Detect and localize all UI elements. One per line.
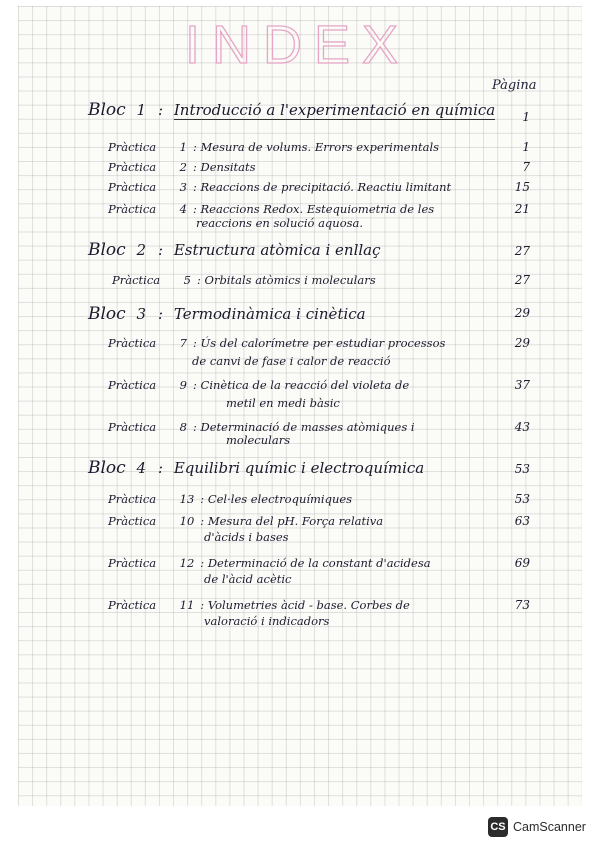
bloc-title: Termodinàmica i cinètica: [173, 305, 366, 323]
practica-number: 13: [179, 492, 195, 506]
bloc-1-heading: Bloc 1 : Introducció a l'experimentació en química: [88, 100, 496, 120]
practica-7-title-continued: de canvi de fase i calor de reacció: [192, 354, 391, 368]
page-column-header: Pàgina: [492, 78, 537, 93]
practica-title: Reaccions Redox. Estequiometria de les: [200, 202, 435, 216]
bloc-4-page: 53: [514, 462, 530, 476]
practica-number: 2: [179, 160, 187, 174]
practica-label: Pràctica: [108, 160, 157, 174]
practica-number: 5: [183, 273, 191, 287]
practica-label: Pràctica: [108, 514, 157, 528]
practica-1: Pràctica 1 : Mesura de volums. Errors experimentals: [108, 140, 440, 154]
practica-title: Reaccions de precipitació. Reactiu limitant: [200, 180, 452, 194]
practica-title: Mesura de volums. Errors experimentals: [200, 140, 440, 154]
bloc-2-heading: Bloc 2 : Estructura atòmica i enllaç: [88, 240, 381, 260]
camscanner-mark-icon: CS: [488, 817, 508, 837]
practica-12-page: 69: [514, 556, 530, 570]
bloc-3-heading: Bloc 3 : Termodinàmica i cinètica: [88, 304, 366, 324]
practica-10-page: 63: [514, 514, 530, 528]
bloc-1-page: 1: [522, 110, 530, 124]
practica-label: Pràctica: [108, 336, 157, 350]
practica-13-page: 53: [514, 492, 530, 506]
bloc-number: 2: [136, 241, 147, 259]
practica-7-page: 29: [514, 336, 530, 350]
practica-11-page: 73: [514, 598, 530, 612]
practica-4-page: 21: [514, 202, 530, 216]
practica-label: Pràctica: [108, 598, 157, 612]
practica-3: Pràctica 3 : Reaccions de precipitació. Reactiu limitant: [108, 180, 452, 194]
practica-2-page: 7: [522, 160, 530, 174]
practica-number: 10: [179, 514, 195, 528]
practica-10-title-continued: d'àcids i bases: [204, 530, 289, 544]
practica-title: Orbitals atòmics i moleculars: [204, 273, 376, 287]
practica-9: Pràctica 9 : Cinètica de la reacció del violeta de: [108, 378, 410, 392]
practica-title: Cel·les electroquímiques: [207, 492, 353, 506]
practica-8: Pràctica 8 : Determinació de masses atòmiques i: [108, 420, 415, 434]
practica-title: Mesura del pH. Força relativa: [207, 514, 384, 528]
practica-11-title-continued: valoració i indicadors: [204, 614, 330, 628]
practica-8-title-continued: moleculars: [226, 433, 291, 447]
practica-label: Pràctica: [108, 180, 157, 194]
practica-5-page: 27: [514, 273, 530, 287]
practica-title: Ús del calorímetre per estudiar processos: [200, 336, 446, 350]
camscanner-logo: [488, 817, 586, 837]
practica-label: Pràctica: [108, 202, 157, 216]
bloc-label: Bloc: [88, 240, 126, 260]
bloc-number: 3: [136, 305, 147, 323]
practica-label: Pràctica: [108, 420, 157, 434]
bloc-title: Equilibri químic i electroquímica: [173, 459, 425, 477]
practica-number: 8: [179, 420, 187, 434]
bloc-title: Introducció a l'experimentació en química: [173, 101, 496, 119]
practica-5: Pràctica 5 : Orbitals atòmics i moleculars: [112, 273, 376, 287]
page-title: INDEX: [185, 15, 411, 75]
bloc-number: 4: [136, 459, 147, 477]
practica-label: Pràctica: [108, 378, 157, 392]
practica-label: Pràctica: [108, 556, 157, 570]
practica-4-title-continued: reaccions en solució aquosa.: [196, 216, 364, 230]
bloc-label: Bloc: [88, 458, 126, 478]
practica-11: Pràctica 11 : Volumetries àcid - base. Corbes de: [108, 598, 410, 612]
practica-2: Pràctica 2 : Densitats: [108, 160, 256, 174]
bloc-title: Estructura atòmica i enllaç: [173, 241, 381, 259]
practica-number: 7: [179, 336, 187, 350]
practica-title: Determinació de masses atòmiques i: [200, 420, 415, 434]
bloc-number: 1: [136, 101, 147, 119]
practica-title: Densitats: [200, 160, 256, 174]
bloc-label: Bloc: [88, 304, 126, 324]
practica-1-page: 1: [522, 140, 530, 154]
practica-12-title-continued: de l'àcid acètic: [204, 572, 292, 586]
practica-number: 11: [179, 598, 195, 612]
practica-title: Volumetries àcid - base. Corbes de: [207, 598, 410, 612]
practica-label: Pràctica: [108, 492, 157, 506]
practica-number: 4: [179, 202, 187, 216]
practica-7: Pràctica 7 : Ús del calorímetre per estudiar processos: [108, 336, 446, 350]
practica-10: Pràctica 10 : Mesura del pH. Força relativa: [108, 514, 384, 528]
practica-label: Pràctica: [112, 273, 161, 287]
practica-number: 9: [179, 378, 187, 392]
practica-3-page: 15: [514, 180, 530, 194]
practica-number: 3: [179, 180, 187, 194]
practica-number: 1: [179, 140, 187, 154]
bloc-label: Bloc: [88, 100, 126, 120]
camscanner-text: CamScanner: [513, 820, 586, 834]
practica-number: 12: [179, 556, 195, 570]
practica-9-title-continued: metil en medi bàsic: [226, 396, 340, 410]
bloc-3-page: 29: [514, 306, 530, 320]
practica-9-page: 37: [514, 378, 530, 392]
practica-title: Determinació de la constant d'acidesa: [207, 556, 431, 570]
practica-12: Pràctica 12 : Determinació de la constant d'acidesa: [108, 556, 431, 570]
practica-13: Pràctica 13 : Cel·les electroquímiques: [108, 492, 353, 506]
bloc-2-page: 27: [514, 244, 530, 258]
practica-title: Cinètica de la reacció del violeta de: [200, 378, 410, 392]
practica-label: Pràctica: [108, 140, 157, 154]
practica-8-page: 43: [514, 420, 530, 434]
bloc-4-heading: Bloc 4 : Equilibri químic i electroquímica: [88, 458, 425, 478]
practica-4: Pràctica 4 : Reaccions Redox. Estequiometria de les: [108, 202, 435, 216]
